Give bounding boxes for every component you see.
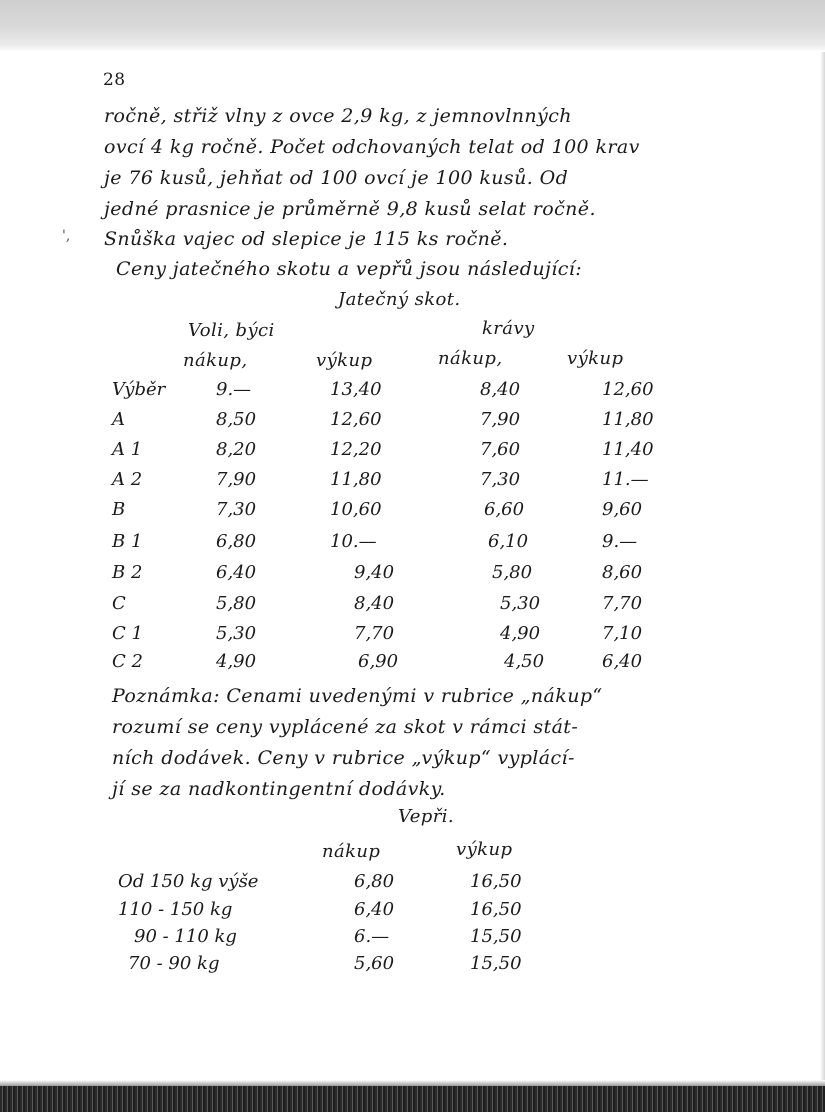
cows-purchase-cell: 5,30 [500,593,541,614]
oxen-sale-cell: 10,60 [330,499,382,520]
grade-cell: A 2 [112,469,143,490]
cows-sale-cell: 11.— [602,469,649,490]
cows-sale-cell: 9.— [602,531,638,552]
pig-sale-cell: 16,50 [470,899,522,920]
oxen-purchase-cell: 5,30 [216,623,257,644]
pigs-table-title: Vepři. [398,806,455,827]
oxen-sale-cell: 11,80 [330,469,382,490]
oxen-purchase-cell: 8,20 [216,439,257,460]
oxen-purchase-cell: 6,40 [216,562,257,583]
cows-sale-cell: 6,40 [602,651,643,672]
grade-cell: B 2 [112,562,143,583]
oxen-purchase-cell: 6,80 [216,531,257,552]
cows-purchase-cell: 7,90 [480,409,521,430]
table-row [0,408,825,436]
cows-purchase-cell: 6,10 [488,531,529,552]
paragraph-line: ovcí 4 kg ročně. Počet odchovaných telat od 100 krav [104,136,640,158]
table-row [0,952,825,980]
column-header-purchase: nákup, [438,348,503,369]
table-row [0,561,825,589]
cows-sale-cell: 9,60 [602,499,643,520]
note-line: Poznámka: Cenami uvedenými v rubrice „nákup“ [112,685,603,707]
cows-sale-cell: 12,60 [602,379,654,400]
pig-purchase-cell: 5,60 [354,953,395,974]
note-line: jí se za nadkontingentní dodávky. [112,778,446,800]
cows-sale-cell: 11,40 [602,439,654,460]
paragraph-line: je 76 kusů, jehňat od 100 ovcí je 100 kusů. Od [104,167,569,189]
table-row [0,378,825,406]
grade-cell: A [112,409,125,430]
cows-sale-cell: 7,10 [602,623,643,644]
column-header-sale: výkup [316,350,373,371]
scan-top-border [0,0,825,52]
weight-cell: 70 - 90 kg [128,953,220,974]
oxen-purchase-cell: 4,90 [216,651,257,672]
note-line: ních dodávek. Ceny v rubrice „výkup“ vyplácí- [112,747,575,769]
paragraph-line: jedné prasnice je průměrně 9,8 kusů selat ročně. [104,198,596,220]
grade-cell: B [112,499,126,520]
table-row [0,925,825,953]
cows-purchase-cell: 8,40 [480,379,521,400]
cattle-table-title: Jatečný skot. [338,289,461,310]
column-header-sale: výkup [456,839,513,860]
oxen-sale-cell: 6,90 [358,651,399,672]
cows-sale-cell: 8,60 [602,562,643,583]
cows-purchase-cell: 5,80 [492,562,533,583]
table-row [0,622,825,650]
cows-sale-cell: 11,80 [602,409,654,430]
oxen-purchase-cell: 7,90 [216,469,257,490]
table-row [0,498,825,526]
cows-purchase-cell: 4,90 [500,623,541,644]
paragraph-line: ročně, střiž vlny z ovce 2,9 kg, z jemnovlnných [104,105,572,127]
group-header-oxen: Voli, býci [188,320,275,341]
grade-cell: C 1 [112,623,143,644]
column-header-purchase: nákup, [183,350,248,371]
margin-mark: ', [62,228,71,244]
oxen-sale-cell: 7,70 [354,623,395,644]
grade-cell: B 1 [112,531,143,552]
oxen-sale-cell: 10.— [330,531,377,552]
scan-bottom-border [0,1086,825,1112]
table-row [0,438,825,466]
weight-cell: 90 - 110 kg [134,926,237,947]
pig-sale-cell: 15,50 [470,926,522,947]
oxen-purchase-cell: 7,30 [216,499,257,520]
pig-sale-cell: 15,50 [470,953,522,974]
note-line: rozumí se ceny vyplácené za skot v rámci stát- [112,716,579,738]
column-header-sale: výkup [567,348,624,369]
grade-cell: Výběr [112,379,166,400]
cows-purchase-cell: 7,30 [480,469,521,490]
cows-purchase-cell: 6,60 [484,499,525,520]
page-number: 28 [103,70,126,90]
table-row [0,592,825,620]
oxen-sale-cell: 8,40 [354,593,395,614]
table-row [0,530,825,558]
grade-cell: C 2 [112,651,143,672]
oxen-purchase-cell: 8,50 [216,409,257,430]
oxen-purchase-cell: 5,80 [216,593,257,614]
cows-purchase-cell: 4,50 [504,651,545,672]
table-row [0,898,825,926]
oxen-sale-cell: 9,40 [354,562,395,583]
pig-purchase-cell: 6,40 [354,899,395,920]
weight-cell: 110 - 150 kg [118,899,233,920]
cows-sale-cell: 7,70 [602,593,643,614]
oxen-sale-cell: 12,20 [330,439,382,460]
grade-cell: C [112,593,126,614]
table-row [0,870,825,898]
paragraph-line: Ceny jatečného skotu a vepřů jsou následující: [116,258,583,280]
weight-cell: Od 150 kg výše [118,871,259,892]
cows-purchase-cell: 7,60 [480,439,521,460]
pig-purchase-cell: 6,80 [354,871,395,892]
grade-cell: A 1 [112,439,143,460]
table-row [0,468,825,496]
table-row [0,650,825,678]
column-header-purchase: nákup [322,841,381,862]
pig-purchase-cell: 6.— [354,926,390,947]
paragraph-line: Snůška vajec od slepice je 115 ks ročně. [104,228,509,250]
pig-sale-cell: 16,50 [470,871,522,892]
oxen-sale-cell: 12,60 [330,409,382,430]
oxen-sale-cell: 13,40 [330,379,382,400]
group-header-cows: krávy [482,318,535,339]
oxen-purchase-cell: 9.— [216,379,252,400]
